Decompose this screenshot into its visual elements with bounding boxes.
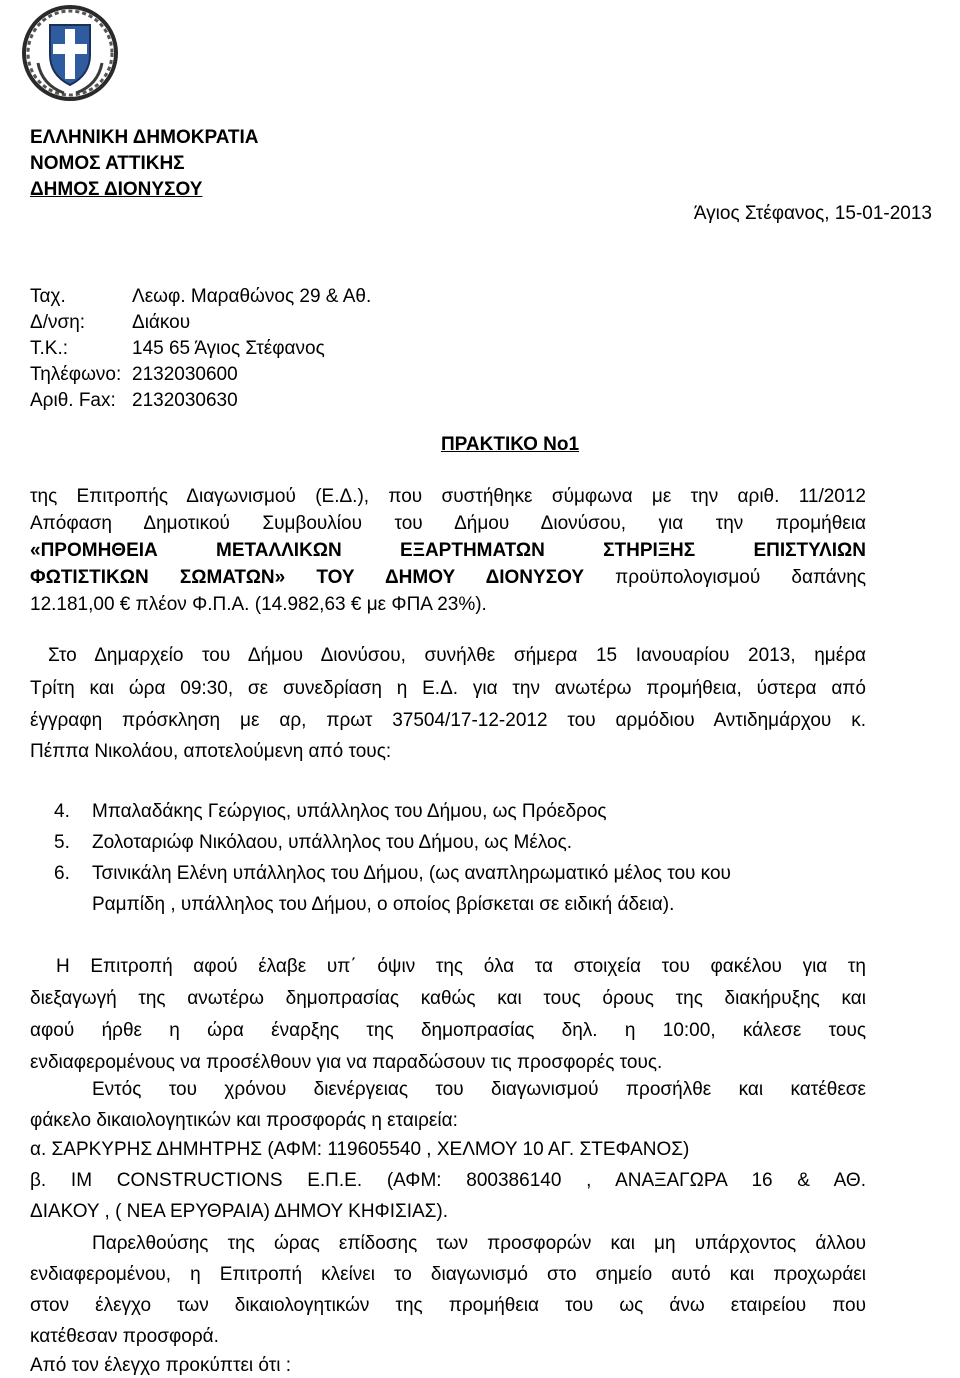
meeting-line-4: Πέππα Νικολάου, αποτελούμενη από τους: xyxy=(30,741,392,762)
contact-row-fax: Αριθ. Fax: 2132030630 xyxy=(30,390,238,411)
body-p1-line-2: διεξαγωγή της ανωτέρω δημοπρασίας καθώς και τους όρους της διακήρυξης και xyxy=(30,988,866,1009)
member-substitute-cont: Ραμπίδη , υπάλληλος του Δήμου, ο οποίος βρίσκεται σε ειδική άδεια). xyxy=(92,894,675,915)
body-p3-line-2: ενδιαφερομένου, η Επιτροπή κλείνει το διαγωνισμό στο σημείο αυτό και προχωράει xyxy=(30,1264,866,1285)
org-prefecture: ΝΟΜΟΣ ΑΤΤΙΚΗΣ xyxy=(30,153,185,174)
member-number: 5. xyxy=(54,832,70,853)
body-p1-line-1: Η Επιτροπή αφού έλαβε υπ΄ όψιν της όλα τα στοιχεία του φακέλου για τη xyxy=(56,956,866,977)
body-p3-line-3: στον έλεγχο των δικαιολογητικών της προμήθεια του ως άνω εταιρείου που xyxy=(30,1295,866,1316)
meeting-line-3: έγγραφη πρόσκληση με αρ, πρωτ 37504/17-12-2012 του αρμόδιου Αντιδημάρχου κ. xyxy=(30,710,866,731)
document-date: Άγιος Στέφανος, 15-01-2013 xyxy=(693,203,932,224)
intro-line-4 xyxy=(30,566,866,590)
member-number: 6. xyxy=(54,863,70,884)
body-p2-line-2: φάκελο δικαιολογητικών και προσφοράς η εταιρεία: xyxy=(30,1110,458,1131)
body-p3-line-1: Παρελθούσης της ώρας επίδοσης των προσφορών και μη υπάρχοντος άλλου xyxy=(92,1233,866,1254)
body-p2-line-1: Εντός του χρόνου διενέργειας του διαγωνισμού προσήλθε και κατέθεσε xyxy=(92,1079,866,1100)
contact-row-postcode: Τ.Κ.: 145 65 Άγιος Στέφανος xyxy=(30,338,325,359)
intro-subject-bold: ΦΩΤΙΣΤΙΚΩΝ ΣΩΜΑΤΩΝ» ΤΟΥ ΔΗΜΟΥ ΔΙΟΝΥΣΟΥ xyxy=(30,567,585,588)
company-a: α. ΣΑΡΚΥΡΗΣ ΔΗΜΗΤΡΗΣ (ΑΦΜ: 119605540 , ΧΕΛΜΟΥ 10 ΑΓ. ΣΤΕΦΑΝΟΣ) xyxy=(30,1139,690,1160)
body-p1-line-4: ενδιαφερομένους να προσέλθουν για να παραδώσουν τις προσφορές τους. xyxy=(30,1052,663,1073)
contact-block xyxy=(30,284,371,414)
body-p1-line-3: αφού ήρθε η ώρα έναρξης της δημοπρασίας δηλ. η 10:00, κάλεσε τους xyxy=(30,1020,866,1041)
meeting-line-2: Τρίτη και ώρα 09:30, σε συνεδρίαση η Ε.Δ. για την ανωτέρω προμήθεια, ύστερα από xyxy=(30,678,866,699)
intro-line-1: της Επιτροπής Διαγωνισμού (Ε.Δ.), που συστήθηκε σύμφωνα με την αριθ. 11/2012 xyxy=(30,486,866,507)
intro-line-2: Απόφαση Δημοτικού Συμβουλίου του Δήμου Διονύσου, για την προμήθεια xyxy=(30,513,866,534)
intro-budget-label: προϋπολογισμού δαπάνης xyxy=(584,567,866,588)
member-number: 4. xyxy=(54,801,70,822)
document-title: ΠΡΑΚΤΙΚΟ Νο1 xyxy=(440,434,580,455)
contact-row-address: Ταχ. Λεωφ. Μαραθώνος 29 & Αθ. xyxy=(30,286,372,307)
member-member: Ζολοταριώφ Νικόλαου, υπάλληλος του Δήμου, ως Μέλος. xyxy=(92,832,573,853)
company-b-line-2: ΔΙΑΚΟΥ , ( ΝΕΑ ΕΡΥΘΡΑΙΑ) ΔΗΜΟΥ ΚΗΦΙΣΙΑΣ). xyxy=(30,1201,449,1222)
body-p4: Από τον έλεγχο προκύπτει ότι : xyxy=(30,1355,291,1376)
org-municipality: ΔΗΜΟΣ ΔΙΟΝΥΣΟΥ xyxy=(30,179,203,200)
intro-line-5: 12.181,00 € πλέον Φ.Π.Α. (14.982,63 € με ΦΠΑ 23%). xyxy=(30,594,487,615)
contact-row-phone: Τηλέφωνο: 2132030600 xyxy=(30,364,238,385)
intro-line-3: «ΠΡΟΜΗΘΕΙΑ ΜΕΤΑΛΛΙΚΩΝ ΕΞΑΡΤΗΜΑΤΩΝ ΣΤΗΡΙΞΗΣ ΕΠΙΣΤΥΛΙΩΝ xyxy=(30,540,866,561)
greek-emblem-seal-icon xyxy=(20,3,120,103)
body-p3-line-4: κατέθεσαν προσφορά. xyxy=(30,1326,219,1347)
meeting-line-1: Στο Δημαρχείο του Δήμου Διονύσου, συνήλθε σήμερα 15 Ιανουαρίου 2013, ημέρα xyxy=(48,645,866,666)
company-b-line-1: β. ΙΜ CONSTRUCTIONS Ε.Π.Ε. (ΑΦΜ: 800386140 , ΑΝΑΞΑΓΩΡΑ 16 & ΑΘ. xyxy=(30,1170,866,1191)
member-president: Μπαλαδάκης Γεώργιος, υπάλληλος του Δήμου, ως Πρόεδρος xyxy=(92,801,607,822)
contact-row-street: Δ/νση: Διάκου xyxy=(30,312,191,333)
org-country: ΕΛΛΗΝΙΚΗ ΔΗΜΟΚΡΑΤΙΑ xyxy=(30,127,259,148)
member-substitute: Τσινικάλη Ελένη υπάλληλος του Δήμου, (ως αναπληρωματικό μέλος του κου xyxy=(92,863,731,884)
